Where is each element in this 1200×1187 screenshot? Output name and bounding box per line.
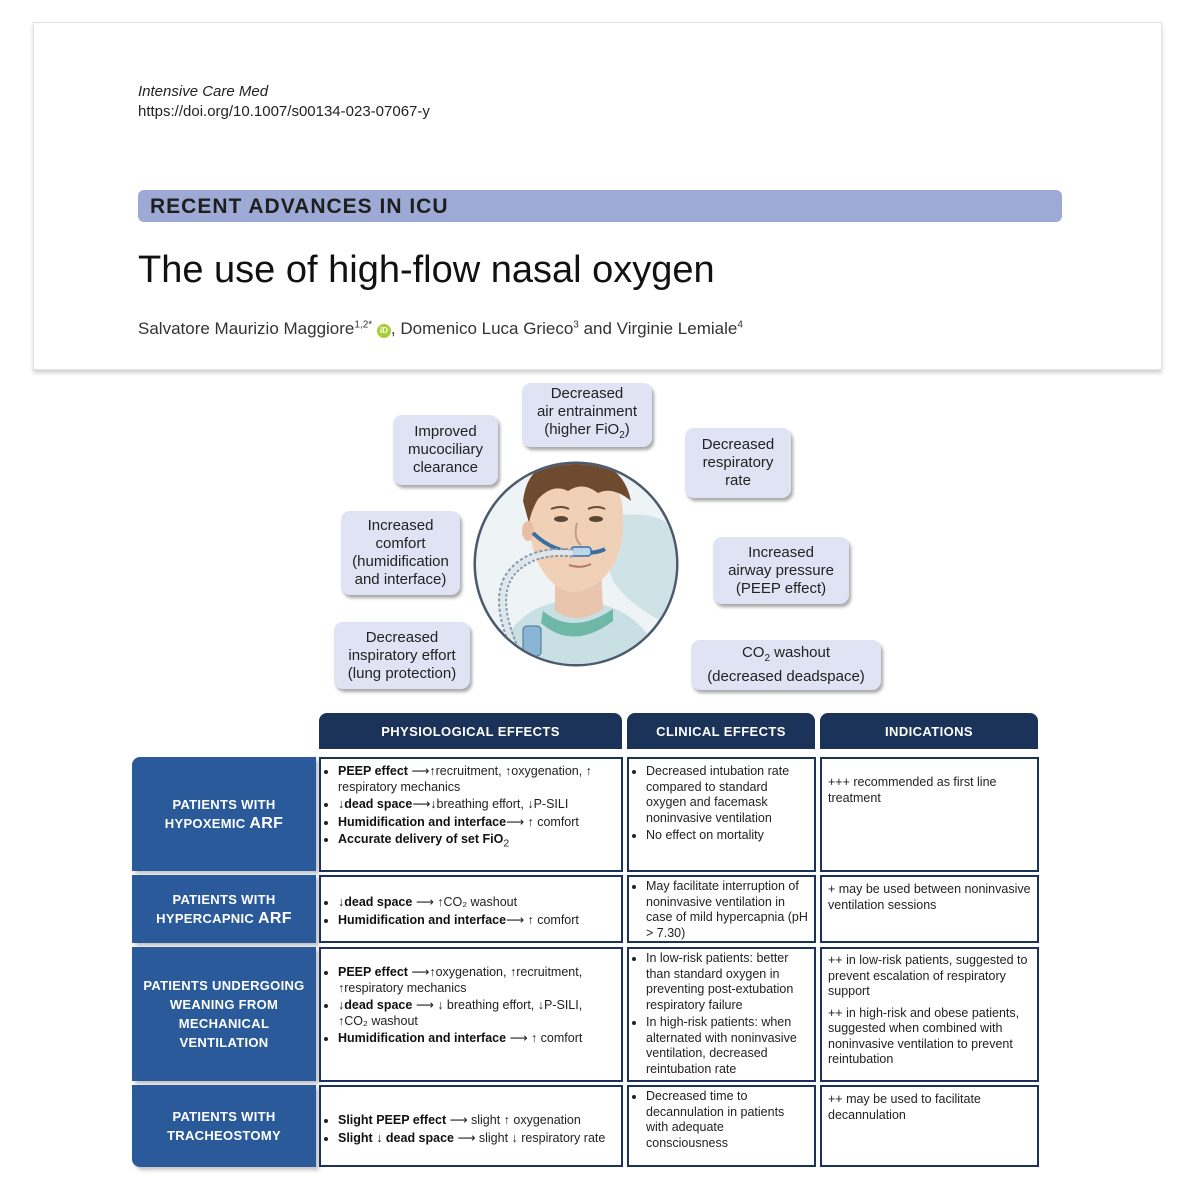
list-item: • Decreased time to decannulation in patients with adequate consciousness — [646, 1089, 808, 1151]
list-item: • ↓dead space⟶↓breathing effort, ↓P-SILI — [338, 797, 615, 813]
list-item: • Humidification and interface⟶ ↑ comfort — [338, 815, 615, 831]
cell-hypoxemic-clinical — [627, 757, 816, 872]
author-3: and Virginie Lemiale — [578, 319, 738, 338]
column-header-clinical: CLINICAL EFFECTS — [627, 713, 815, 749]
ear — [522, 521, 534, 541]
cell-hypercapnic-clinical — [627, 875, 816, 943]
cell-tracheostomy-physiological — [319, 1085, 623, 1167]
list-item: • Decreased intubation rate compared to standard oxygen and facemask noninvasive ventilation — [646, 764, 808, 826]
author-2: , Domenico Luca Grieco — [390, 319, 574, 338]
nasal-prongs — [571, 547, 591, 556]
column-header-physiological: PHYSIOLOGICAL EFFECTS — [319, 713, 622, 749]
author-2-affil: 3 — [573, 319, 579, 331]
section-label: RECENT ADVANCES IN ICU — [150, 195, 449, 218]
bubble-mucociliary: Improved mucociliary clearance — [393, 415, 498, 485]
list-item: • No effect on mortality — [646, 828, 808, 844]
bubble-respiratory-rate: Decreased respiratory rate — [685, 428, 791, 498]
indication-text: ++ in high-risk and obese patients, suggested when combined with noninvasive ventilation to prevent reintubation — [828, 1005, 1020, 1066]
author-3-affil: 4 — [737, 319, 743, 331]
bubble-comfort: Increased comfort (humidification and interface) — [341, 511, 460, 595]
row-header-hypercapnic: PATIENTS WITH HYPERCAPNIC ARF — [132, 875, 316, 943]
list-item: • Slight PEEP effect ⟶ slight ↑ oxygenation — [338, 1113, 615, 1129]
list-item: • In high-risk patients: when alternated with noninvasive ventilation, decreased reintubation rate — [646, 1015, 808, 1077]
column-header-indications: INDICATIONS — [820, 713, 1038, 749]
bubble-air-entrainment: Decreased air entrainment (higher FiO$_2$) — [522, 383, 652, 447]
cell-weaning-clinical — [627, 947, 816, 1082]
list-item: • PEEP effect ⟶↑oxygenation, ↑recruitment, ↑respiratory mechanics — [338, 965, 615, 996]
indication-text: + may be used between noninvasive ventilation sessions — [828, 882, 1031, 912]
cell-hypercapnic-indications — [820, 875, 1039, 943]
indication-text: ++ may be used to facilitate decannulation — [828, 1092, 981, 1122]
right-eye — [589, 516, 603, 522]
cell-hypoxemic-physiological — [319, 757, 623, 872]
section-banner — [138, 190, 1062, 222]
bubble-airway-pressure: Increased airway pressure (PEEP effect) — [713, 537, 849, 604]
cell-hypercapnic-physiological — [319, 875, 623, 943]
author-list — [138, 319, 743, 339]
indication-text: +++ recommended as first line treatment — [828, 775, 997, 805]
list-item: • Accurate delivery of set FiO$_2$ — [338, 832, 615, 852]
row-header-tracheostomy: PATIENTS WITH TRACHEOSTOMY — [132, 1085, 316, 1167]
list-item: • Humidification and interface⟶ ↑ comfort — [338, 913, 615, 929]
author-1: Salvatore Maurizio Maggiore — [138, 319, 355, 338]
list-item: • In low-risk patients: better than standard oxygen in preventing post-extubation respiratory failure — [646, 951, 808, 1013]
row-header-hypoxemic: PATIENTS WITH HYPOXEMIC ARF — [132, 757, 316, 871]
cell-hypoxemic-indications — [820, 757, 1039, 872]
patient-hfno-illustration — [473, 461, 679, 667]
list-item: • ↓dead space ⟶ ↑CO₂ washout — [338, 895, 615, 911]
row-header-weaning: PATIENTS UNDERGOING WEANING FROM MECHANICAL VENTILATION — [132, 947, 316, 1081]
cell-weaning-indications — [820, 947, 1039, 1082]
orcid-icon[interactable]: iD — [377, 324, 391, 338]
list-item: • Slight ↓ dead space ⟶ slight ↓ respiratory rate — [338, 1131, 615, 1147]
doi-link[interactable]: https://doi.org/10.1007/s00134-023-07067-y — [138, 103, 430, 120]
indication-text: ++ in low-risk patients, suggested to prevent escalation of respiratory support — [828, 953, 1028, 998]
bubble-inspiratory-effort: Decreased inspiratory effort (lung protection) — [334, 622, 470, 689]
cell-weaning-physiological — [319, 947, 623, 1082]
article-title: The use of high-flow nasal oxygen — [138, 249, 715, 291]
left-eye — [554, 516, 568, 522]
bubble-co2-washout: $CO_2$ washout (decreased deadspace) — [691, 640, 881, 690]
journal-name: Intensive Care Med — [138, 83, 269, 100]
list-item: • May facilitate interruption of noninvasive ventilation in case of mild hypercapnia (pH > 7.30) — [646, 879, 808, 941]
cell-tracheostomy-indications — [820, 1085, 1039, 1167]
list-item: • ↓dead space ⟶ ↓ breathing effort, ↓P-SILI, ↑CO₂ washout — [338, 998, 615, 1029]
article-header-card — [33, 22, 1162, 370]
list-item: • PEEP effect ⟶↑recruitment, ↑oxygenation, ↑ respiratory mechanics — [338, 764, 615, 795]
list-item: • Humidification and interface ⟶ ↑ comfort — [338, 1031, 615, 1047]
cell-tracheostomy-clinical — [627, 1085, 816, 1167]
author-1-affil: 1,2* — [354, 319, 373, 331]
